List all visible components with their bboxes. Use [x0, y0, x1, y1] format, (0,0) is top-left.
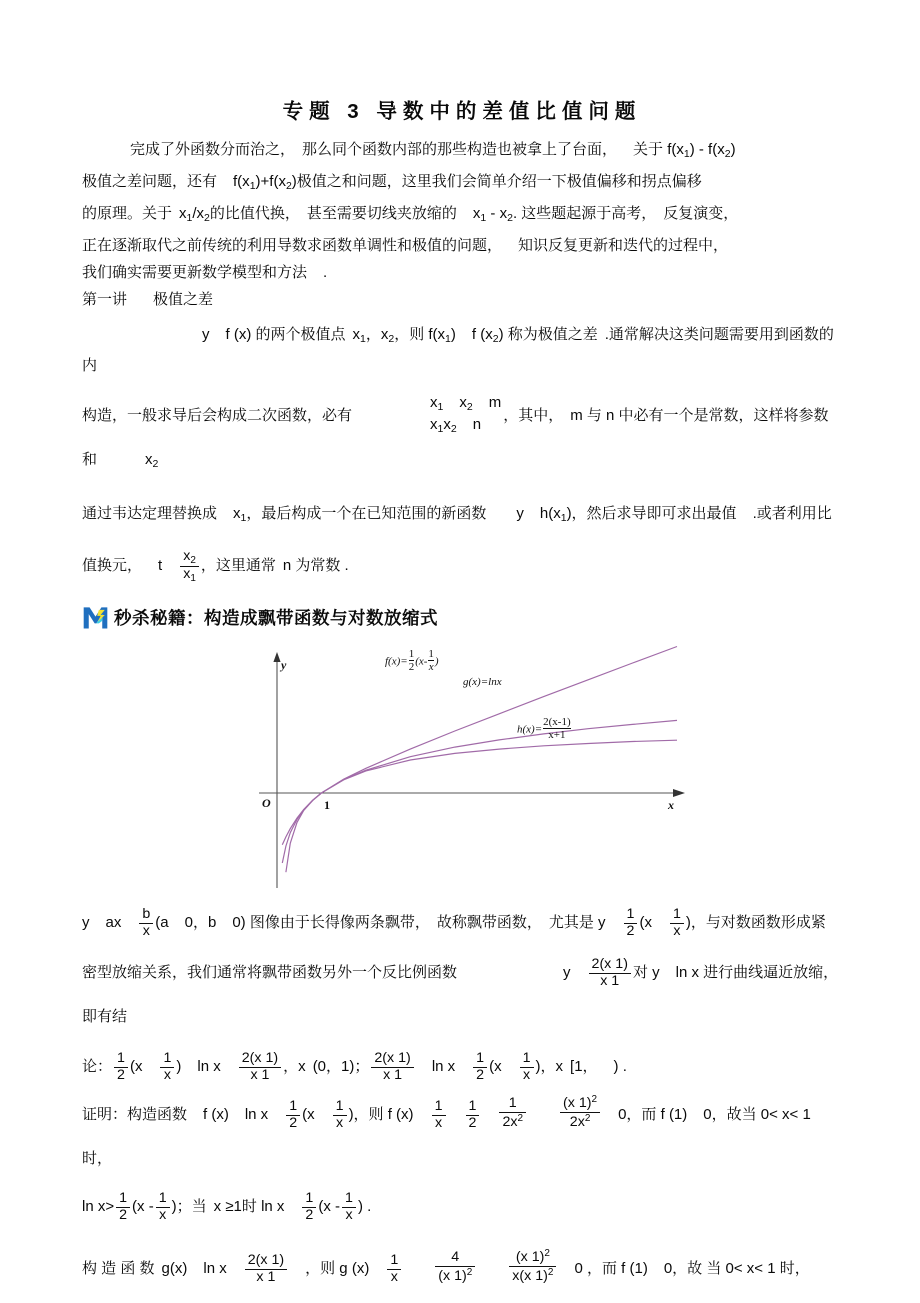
b1-sub-3: 1	[445, 332, 451, 345]
b1l3-text-f: )，然后求导即可求出最值	[566, 505, 737, 523]
b2l2-text-d: ln x 进行曲线逼近放缩，即有结	[82, 964, 839, 1026]
h-fraction-1	[589, 957, 631, 990]
p1-inv-1	[333, 1099, 347, 1132]
figure-container	[82, 638, 842, 893]
p2-f4-den-sup: 2	[547, 1267, 554, 1279]
b2l3-text-i: )，x	[535, 1058, 564, 1076]
b2l3-text-a: 论：	[82, 1058, 113, 1076]
secret-tip-title: 秒杀秘籍：构造成飘带函数与对数放缩式	[114, 607, 438, 628]
p1-f6-num	[560, 1094, 600, 1112]
proof2-line-1	[82, 1247, 842, 1291]
intro3-minus: - x	[486, 204, 508, 222]
curve-label-g-lhs: g(x)=	[463, 676, 489, 689]
b1-fx: f (x) 的两个极值点	[225, 325, 346, 343]
intro2-text-b: f(x	[233, 172, 250, 190]
p1-open: (x	[302, 1106, 315, 1124]
intro3-sub-4: 2	[507, 211, 513, 224]
b2-text-g: 尤其是 y	[548, 914, 606, 932]
y-axis-label: y	[281, 658, 287, 673]
p1-f6-den-text: 2x	[569, 1114, 585, 1131]
b2l3-close: )	[176, 1058, 182, 1076]
b1-y: y	[202, 325, 210, 343]
p1l2-half1-num: 1	[119, 1189, 128, 1206]
intro5-text-b: .	[323, 263, 328, 281]
p2-f4-den	[509, 1266, 556, 1285]
b2-close: )，与对数函数形成紧	[685, 914, 826, 932]
intro4-text-b: 知识反复更新和迭代的过程中，	[518, 236, 729, 254]
curve-label-f-inner	[428, 648, 434, 673]
p2-gx: g(x)	[161, 1260, 188, 1278]
inv2-den: x	[160, 1067, 174, 1084]
p1-text-e: )，则 f (x)	[348, 1106, 414, 1124]
inv-fraction-1	[670, 907, 684, 940]
b1l3-y: y	[516, 505, 524, 523]
p2-frac-sq	[509, 1248, 556, 1285]
intro3-slash: /x	[192, 204, 205, 222]
inv-fraction-3	[520, 1051, 534, 1084]
p1l2-lnx: ln x>	[82, 1198, 115, 1216]
half2-den: 2	[114, 1067, 128, 1084]
p2-frac-4	[435, 1250, 475, 1285]
b2-ax: ax	[105, 914, 122, 932]
origin-label: O	[262, 796, 271, 811]
vieta-sub-2: 2	[466, 401, 473, 414]
p1-f5-den	[499, 1112, 526, 1131]
b1l3-x: x	[233, 505, 241, 523]
p1-f4-den: 2	[466, 1115, 480, 1132]
inv1-num: 1	[672, 905, 681, 922]
p1l2-half1-den: 2	[116, 1207, 130, 1224]
p1-lnx: ln x	[244, 1106, 269, 1124]
b1-x: x	[352, 325, 360, 343]
p1-f4-num: 1	[468, 1097, 477, 1114]
body2-line-3	[82, 1045, 842, 1089]
p1-inv1-den: x	[333, 1115, 347, 1132]
p2-f4-num-text: (x 1)	[515, 1249, 545, 1266]
curve-label-g	[463, 676, 502, 688]
half-fraction-3	[473, 1051, 487, 1084]
p2-f4-num	[509, 1248, 556, 1266]
p1-f6-num-sup: 2	[591, 1094, 598, 1106]
p1-frac-sq	[560, 1094, 600, 1131]
b2l3-text-f: (0，1)；	[312, 1058, 370, 1076]
p2-hfrac-num: 2(x 1)	[247, 1251, 285, 1268]
m-logo-icon	[82, 604, 109, 631]
inv-fraction-2	[160, 1051, 174, 1084]
curve-comparison-chart	[237, 638, 697, 888]
b1l3-sub-1: 1	[240, 512, 247, 525]
vieta-x3: x	[430, 415, 438, 433]
p2-lnx: ln x	[203, 1260, 227, 1278]
p1-text-g: 0，故当 0< x< 1 时，	[82, 1106, 811, 1168]
curve-label-h-frac	[543, 716, 571, 741]
b1l3-sub-2: 1	[560, 512, 567, 525]
b1l3-text-a: 通过韦达定理替换成	[82, 505, 218, 523]
vieta-n: n	[472, 415, 482, 433]
b1-tail: ) 称为极值之差	[498, 325, 598, 343]
p2-f4-num-sup: 2	[544, 1248, 550, 1260]
half-fraction-2	[114, 1051, 128, 1084]
p1-half1-den: 2	[286, 1115, 300, 1132]
p2-text-f: 0，故 当 0< x< 1 时，	[663, 1260, 810, 1278]
b1-tail2: .通常解决这类问题需要用到函数的内	[82, 325, 834, 375]
lecture-heading-title: 极值之差	[153, 290, 214, 308]
secret-tip-heading	[82, 602, 842, 632]
vieta-system	[430, 393, 501, 435]
p1-frac-half2	[466, 1099, 480, 1132]
p1-f5-den-text: 2x	[502, 1114, 518, 1131]
inv2-num: 1	[163, 1049, 172, 1066]
lecture-heading-number: 第一讲	[82, 290, 128, 308]
p1l2-inv-1	[156, 1191, 170, 1224]
curve-label-f	[385, 648, 439, 673]
vieta-row-sum	[430, 393, 501, 414]
b2l3-text-j: [1，	[570, 1058, 598, 1076]
b1l4-text-d: n 为常数 .	[282, 557, 349, 575]
b2l2-y: y	[563, 964, 571, 982]
hfrac3-den: x 1	[371, 1067, 413, 1084]
vieta-sub-4: 2	[450, 422, 457, 435]
hfrac2-num: 2(x 1)	[241, 1049, 279, 1066]
vieta-m: m	[488, 394, 502, 412]
intro3-x1: x	[179, 204, 187, 222]
intro-text-b: 那么同个函数内部的那些构造也被拿上了台面，	[302, 140, 618, 158]
b1l2-sub: 2	[152, 458, 159, 471]
hfrac3-num: 2(x 1)	[374, 1049, 411, 1066]
x-axis-arrow	[673, 789, 685, 797]
p2-frac-1x	[387, 1253, 401, 1286]
p1-label: 证明：构造函数	[82, 1106, 188, 1124]
b1l2-x: x	[145, 451, 153, 469]
y-axis-arrow	[273, 652, 280, 662]
b1l2-text-a: 构造，一般求导后会构成二次函数，必有	[82, 407, 353, 425]
curve-label-h-lhs: h(x)=	[517, 723, 543, 736]
p1-f6-den	[560, 1112, 600, 1131]
intro3-sub-1: 1	[186, 211, 193, 224]
ratio-fraction	[180, 549, 199, 584]
ratio-num	[180, 549, 199, 566]
b1-comma: ，x	[365, 325, 389, 343]
p1l2-half-2	[302, 1191, 316, 1224]
p2-f3-num: 4	[451, 1249, 460, 1266]
p1l2-inv2-den: x	[342, 1207, 356, 1224]
p1l2-half-1	[116, 1191, 130, 1224]
p1-f6-den-sup: 2	[584, 1113, 591, 1125]
b2-text-f: 故称飘带函数，	[436, 914, 542, 932]
p1l2-inv1-den: x	[156, 1207, 170, 1224]
p2-label: 构 造 函 数	[82, 1260, 155, 1278]
inv1-den: x	[670, 923, 684, 940]
intro-paragraph-line-5	[82, 259, 842, 286]
intro3-text-i: 反复演变，	[663, 204, 739, 222]
b1l3-text-c: ，最后构成一个在已知范围的新函数	[246, 505, 487, 523]
intro2-sub-2: 2	[285, 179, 292, 192]
body2-line-1	[82, 901, 842, 945]
p2-f3-den-sup: 2	[466, 1267, 473, 1279]
intro-paragraph-line-1	[82, 136, 842, 168]
intro2-text-a: 极值之差问题，还有	[82, 172, 218, 190]
curve-label-f-open: (x-	[415, 655, 428, 668]
p1-half1-num: 1	[289, 1097, 298, 1114]
curve-label-h-den: x+1	[543, 728, 571, 741]
hfrac1-den: x 1	[589, 973, 631, 990]
p1-f5-den-sup: 2	[517, 1113, 524, 1125]
proof1-line-1	[82, 1093, 842, 1181]
inv3-num: 1	[522, 1049, 531, 1066]
vieta-x2: x	[459, 394, 467, 412]
intro3-sub-2: 2	[204, 211, 210, 224]
intro-sub-1: 1	[683, 147, 690, 160]
intro3-text-d: 的比值代换，	[209, 204, 300, 222]
intro3-x1b: x	[472, 204, 481, 222]
p1l2-open2: (x -	[318, 1198, 341, 1216]
half2-num: 1	[117, 1049, 125, 1066]
curve-label-f-lhs: f(x)=	[385, 655, 408, 668]
intro-paragraph-line-3	[82, 200, 842, 232]
half1-den: 2	[624, 923, 638, 940]
intro-text-a: 完成了外函数分而治之，	[130, 140, 296, 158]
intro2-text-c: )+f(x	[255, 172, 286, 190]
p2-h-frac	[245, 1253, 287, 1286]
intro-paragraph-line-2	[82, 168, 842, 200]
intro2-text-d: )极值之和问题，这里我们会简单介绍一下极值偏移和拐点偏移	[291, 172, 702, 190]
b2l2-text-c: 对 y	[632, 964, 660, 982]
p1-frac-2x2	[499, 1096, 526, 1131]
body2-line-2	[82, 951, 842, 1039]
p2-f4-den-text: x(x 1)	[512, 1268, 548, 1285]
vieta-x4: x	[443, 415, 451, 433]
b1-sub-1: 1	[360, 332, 366, 345]
intro-paragraph-line-4	[82, 232, 842, 259]
p1-f5-num: 1	[508, 1095, 517, 1112]
p1l2-inv-2	[342, 1191, 356, 1224]
b2l3-open2: (x	[489, 1058, 502, 1076]
b1l2-text-c: m 与 n 中必有一个是常数，这样将参数和	[82, 407, 829, 469]
b1l3-text-g: .或者利用比	[752, 505, 832, 523]
bx-fraction	[139, 907, 153, 940]
half3-den: 2	[473, 1067, 487, 1084]
intro3-sub-3: 1	[480, 211, 487, 224]
p1-inv1-num: 1	[335, 1097, 344, 1114]
b2l3-text-k: ) .	[613, 1058, 627, 1076]
x-tick-1: 1	[324, 798, 330, 813]
body1-line-4	[82, 544, 842, 588]
b1l4-text-a: 值换元，	[82, 557, 143, 575]
b1-close: )	[450, 325, 456, 343]
b1-then: ，则 f(x	[394, 325, 446, 343]
intro2-sub-1: 1	[249, 179, 256, 192]
b1-fx2: f (x	[471, 325, 493, 343]
b2l3-text-e: ，x	[283, 1058, 306, 1076]
p1l2-inv1-num: 1	[158, 1189, 167, 1206]
b1-sub-4: 2	[492, 332, 499, 345]
intro3-text-a: 的原理。关于	[82, 204, 173, 222]
p1l2-text-d: x ≥1时 ln x	[213, 1198, 285, 1216]
b2l3-lnx2: ln x	[431, 1058, 456, 1076]
proof1-line-2	[82, 1185, 842, 1229]
p2-f3-den	[435, 1266, 475, 1285]
curve-label-f-coef-den: 2	[408, 661, 415, 674]
p2-text-e: 0 ，而 f (1)	[574, 1260, 648, 1278]
p1l2-text-c: )；当	[171, 1198, 207, 1216]
body1-line-3	[82, 500, 842, 532]
p1l2-inv2-num: 1	[345, 1189, 353, 1206]
p2-f3-den-text: (x 1)	[438, 1268, 467, 1285]
b1l4-text-c: ，这里通常	[200, 557, 276, 575]
vieta-sub-3: 1	[437, 422, 444, 435]
intro-text-c: 关于 f(x	[633, 140, 684, 158]
b1l4-t: t	[158, 557, 163, 575]
curve-label-f-inner-den: x	[428, 661, 434, 674]
p1l2-text-f: ) .	[357, 1198, 372, 1216]
h-fraction-2	[239, 1051, 281, 1084]
bx-den: x	[139, 923, 153, 940]
inv3-den: x	[520, 1067, 534, 1084]
lecture-heading	[82, 286, 842, 313]
hfrac2-den: x 1	[239, 1067, 281, 1084]
vieta-x: x	[430, 394, 438, 412]
curve-label-g-body: lnx	[488, 676, 502, 689]
curve-label-f-coef	[409, 648, 415, 673]
p1l2-open: (x -	[132, 1198, 154, 1216]
p1-half-1	[286, 1099, 300, 1132]
p2-f2-num: 1	[390, 1251, 399, 1268]
intro-text-e: )	[730, 140, 736, 158]
body1-line-2	[82, 393, 842, 486]
p1-fx: f (x)	[203, 1106, 229, 1124]
b2-cond2: 0) 图像由于长得像两条飘带，	[232, 914, 430, 932]
intro-sub-2: 2	[724, 147, 731, 160]
page-title: 专题 3 导数中的差值比值问题	[282, 100, 642, 123]
half-fraction-1	[624, 907, 638, 940]
p1-f6-num-text: (x 1)	[563, 1095, 592, 1112]
x-axis-label: x	[668, 798, 674, 813]
curve-label-h	[517, 716, 572, 741]
p2-f2-den: x	[387, 1269, 401, 1286]
b1-sub-2: 2	[388, 332, 395, 345]
intro3-text-e: 甚至需要切线夹放缩的	[306, 204, 457, 222]
ratio-num-x: x	[183, 547, 191, 564]
intro4-text-a: 正在逐渐取代之前传统的利用导数求函数单调性和极值的问题，	[82, 236, 503, 254]
b2-paren: (a	[155, 914, 169, 932]
curve-label-f-coef-num: 1	[408, 648, 415, 661]
b2l2-text-a: 密型放缩关系，我们通常将飘带函数另外一个反比例函数	[82, 964, 458, 982]
h-fraction-3	[371, 1051, 413, 1084]
vieta-row-product	[430, 415, 501, 436]
b2l3-open: (x	[129, 1058, 143, 1076]
b2-cond1: 0，b	[184, 914, 217, 932]
p2-text-d: ，则 g (x)	[305, 1260, 370, 1278]
p1l2-half2-num: 1	[305, 1189, 314, 1206]
p1l2-half2-den: 2	[302, 1207, 316, 1224]
intro5-text-a: 我们确实需要更新数学模型和方法	[82, 263, 308, 281]
page-content	[82, 98, 842, 1291]
p1-frac-1x	[432, 1099, 446, 1132]
ratio-num-sub: 2	[190, 554, 196, 566]
curve-label-h-num: 2(x-1)	[543, 716, 571, 729]
curve-label-f-close: )	[434, 655, 439, 668]
half3-num: 1	[476, 1049, 485, 1066]
p2-hfrac-den: x 1	[245, 1269, 287, 1286]
ratio-den	[180, 566, 199, 584]
b1l3-h: h(x	[539, 505, 561, 523]
b2l3-lnx: ln x	[197, 1058, 221, 1076]
intro3-text-h: . 这些题起源于高考，	[512, 204, 657, 222]
p1-f3-den: x	[432, 1115, 446, 1132]
curve-label-f-inner-num: 1	[428, 648, 434, 661]
vieta-sub-1: 1	[437, 401, 444, 414]
b2-y: y	[82, 914, 90, 932]
half1-num: 1	[626, 905, 635, 922]
b2-open: (x	[639, 914, 652, 932]
hfrac1-num: 2(x 1)	[591, 955, 628, 972]
p1-f3-num: 1	[434, 1097, 443, 1114]
b1l2-text-b: ，其中，	[503, 407, 564, 425]
intro-text-d: ) - f(x	[689, 140, 725, 158]
bx-num: b	[142, 905, 151, 922]
ratio-den-sub: 1	[190, 572, 196, 584]
p1-text-f: 0，而 f (1)	[618, 1106, 688, 1124]
ratio-den-x: x	[183, 565, 191, 582]
body1-line-1	[82, 321, 842, 380]
